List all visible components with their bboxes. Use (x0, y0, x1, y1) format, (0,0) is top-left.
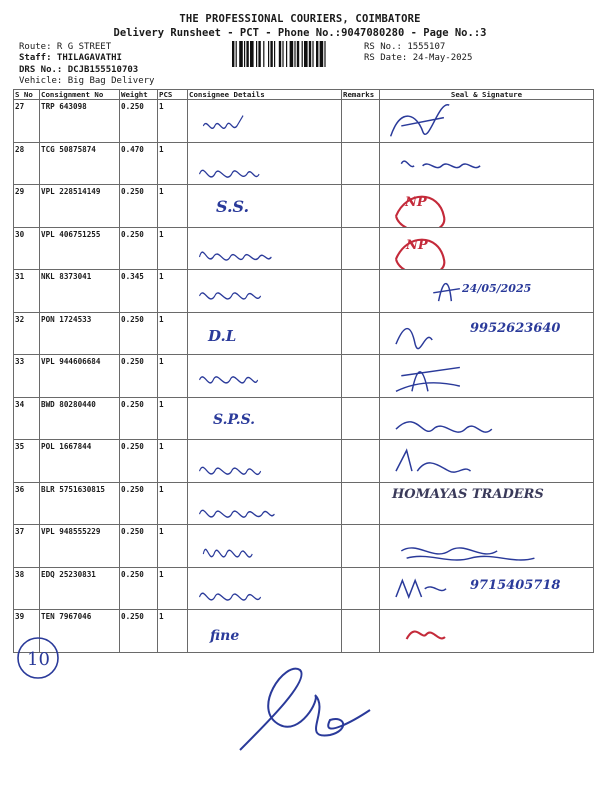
cell-consignee-handwriting (188, 312, 342, 355)
cell-sno: 33 (14, 355, 40, 398)
barcode-bar (270, 41, 272, 67)
cell-remarks (342, 142, 380, 185)
handwriting-scribble (380, 440, 593, 482)
np-stamp-29: NP (405, 195, 427, 210)
table-row (14, 525, 594, 568)
cell-remarks (342, 270, 380, 313)
cell-remarks (342, 185, 380, 228)
cell-consignment: NKL 8373041 (40, 270, 120, 313)
cell-consignee-handwriting (188, 355, 342, 398)
bottom-handwriting (0, 600, 600, 800)
company-title: THE PROFESSIONAL COURIERS, COIMBATORE (179, 13, 421, 25)
trader-stamp-36: HOMAYAS TRADERS (392, 486, 544, 502)
cell-consignee-handwriting (188, 100, 342, 143)
cell-remarks (342, 482, 380, 525)
barcode-bar (256, 41, 257, 67)
cell-pcs: 1 (158, 397, 188, 440)
barcode-bar (250, 41, 254, 67)
cell-consignment: VPL 944606684 (40, 355, 120, 398)
handwriting-scribble (188, 270, 341, 312)
cell-consignee-handwriting (188, 270, 342, 313)
barcode-bar (239, 41, 243, 67)
cell-signature (380, 185, 594, 228)
cell-sno: 30 (14, 227, 40, 270)
cell-signature (380, 525, 594, 568)
barcode-bar (320, 41, 324, 67)
cell-pcs: 1 (158, 567, 188, 610)
cell-sno: 29 (14, 185, 40, 228)
cell-sno: 28 (14, 142, 40, 185)
cell-signature (380, 227, 594, 270)
cell-sno: 27 (14, 100, 40, 143)
cell-signature (380, 142, 594, 185)
runsheet-title: Delivery Runsheet - PCT - Phone No.:9047080280 - Page No.:3 (113, 27, 487, 39)
col-consignee-header: Consignee Details (188, 90, 342, 100)
final-signature (240, 669, 370, 750)
table-row (14, 227, 594, 270)
cell-pcs: 1 (158, 100, 188, 143)
col-remarks-header: Remarks (342, 90, 380, 100)
cell-signature (380, 397, 594, 440)
cell-consignment: POL 1667844 (40, 440, 120, 483)
cell-consignment: TEN 7967046 (40, 610, 120, 653)
cell-consignment: TRP 643098 (40, 100, 120, 143)
total-circled-text: 10 (27, 649, 50, 670)
cell-consignment: VPL 948555229 (40, 525, 120, 568)
cell-weight: 0.250 (120, 227, 158, 270)
barcode-bar (324, 41, 325, 67)
handwriting-scribble (188, 228, 341, 270)
cell-consignee-handwriting (188, 525, 342, 568)
cell-consignment: BLR 5751630815 (40, 482, 120, 525)
cell-consignment: EDQ 25230831 (40, 567, 120, 610)
barcode-bar (232, 41, 234, 67)
handwriting-scribble (188, 440, 341, 482)
cell-sno: 35 (14, 440, 40, 483)
cell-signature (380, 482, 594, 525)
table-row (14, 270, 594, 313)
table-row (14, 482, 594, 525)
cell-pcs: 1 (158, 355, 188, 398)
cell-sno: 39 (14, 610, 40, 653)
cell-remarks (342, 227, 380, 270)
cell-sno: 31 (14, 270, 40, 313)
rs-number: RS No.: 1555107 (364, 42, 446, 52)
cell-consignee-handwriting (188, 482, 342, 525)
np-stamp-30: NP (406, 237, 428, 253)
barcode-bar (263, 41, 264, 67)
handwriting-scribble (380, 398, 593, 440)
col-sno-header: S No (14, 90, 40, 100)
cell-signature (380, 270, 594, 313)
handwriting-scribble (380, 143, 593, 185)
cell-sno: 36 (14, 482, 40, 525)
cell-signature (380, 355, 594, 398)
barcode-bar (244, 41, 245, 67)
cell-sno: 32 (14, 312, 40, 355)
cell-weight: 0.250 (120, 397, 158, 440)
cell-consignee-handwriting (188, 185, 342, 228)
cell-consignee-handwriting (188, 397, 342, 440)
cell-consignment: TCG 50875874 (40, 142, 120, 185)
cell-consignment: BWD 80280440 (40, 397, 120, 440)
cell-remarks (342, 312, 380, 355)
cell-weight: 0.250 (120, 567, 158, 610)
cell-signature (380, 440, 594, 483)
signature-date-31: 24/05/2025 (462, 282, 532, 295)
col-weight-header: Weight (120, 90, 158, 100)
cell-pcs: 1 (158, 525, 188, 568)
barcode-bar (279, 41, 281, 67)
cell-consignee-handwriting (188, 440, 342, 483)
cell-sno: 38 (14, 567, 40, 610)
cell-remarks (342, 397, 380, 440)
handwriting-scribble (188, 143, 341, 185)
handwriting-scribble (380, 100, 593, 142)
cell-remarks (342, 525, 380, 568)
cell-pcs: 1 (158, 312, 188, 355)
barcode (232, 41, 354, 67)
cell-weight: 0.250 (120, 482, 158, 525)
drs-label: DRS No.: DCJB155510703 (19, 65, 139, 75)
cell-pcs: 1 (158, 440, 188, 483)
barcode-bar (268, 41, 269, 67)
handwriting-scribble (188, 525, 341, 567)
cell-pcs: 1 (158, 482, 188, 525)
barcode-bar (236, 41, 237, 67)
table-row (14, 355, 594, 398)
rs-date: RS Date: 24-May-2025 (364, 53, 473, 63)
signature-phone-32: 9952623640 (470, 320, 561, 336)
cell-weight: 0.345 (120, 270, 158, 313)
cell-consignment: VPL 228514149 (40, 185, 120, 228)
barcode-bar (286, 41, 287, 67)
consignee-name-32: D.L (208, 326, 237, 345)
cell-weight: 0.250 (120, 312, 158, 355)
table-row (14, 185, 594, 228)
barcode-bar (309, 41, 311, 67)
table-row (14, 397, 594, 440)
cell-remarks (342, 100, 380, 143)
table-row (14, 440, 594, 483)
cell-pcs: 1 (158, 270, 188, 313)
cell-weight: 0.250 (120, 525, 158, 568)
cell-weight: 0.250 (120, 100, 158, 143)
handwriting-scribble (380, 355, 593, 397)
col-seal-header: Seal & Signature (380, 90, 594, 100)
barcode-bar (274, 41, 275, 67)
barcode-bar (312, 41, 313, 67)
staff-label: Staff: THILAGAVATHI (19, 53, 122, 63)
col-pcs-header: PCS (158, 90, 188, 100)
col-consignment-header: Consignment No (40, 90, 120, 100)
barcode-bar (316, 41, 318, 67)
handwriting-scribble (380, 525, 593, 567)
barcode-bar (258, 41, 260, 67)
cell-sno: 34 (14, 397, 40, 440)
consignee-name-29: S.S. (216, 197, 250, 216)
handwriting-scribble (188, 100, 341, 142)
cell-weight: 0.470 (120, 142, 158, 185)
table-header-row (14, 90, 594, 100)
runsheet-table (13, 89, 594, 653)
handwriting-scribble (188, 483, 341, 525)
handwriting-scribble (188, 355, 341, 397)
cell-signature (380, 100, 594, 143)
consignee-name-34: S.P.S. (213, 411, 256, 428)
cell-consignment: PON 1724533 (40, 312, 120, 355)
cell-consignee-handwriting (188, 227, 342, 270)
route-label: Route: R G STREET (19, 42, 112, 52)
barcode-bar (304, 41, 308, 67)
cell-pcs: 1 (158, 185, 188, 228)
table-row (14, 142, 594, 185)
cell-pcs: 1 (158, 610, 188, 653)
cell-weight: 0.250 (120, 440, 158, 483)
cell-signature (380, 312, 594, 355)
barcode-bar (246, 41, 248, 67)
cell-remarks (342, 440, 380, 483)
cell-remarks (342, 355, 380, 398)
vehicle-label: Vehicle: Big Bag Delivery (19, 76, 155, 86)
barcode-bar (294, 41, 295, 67)
table-row (14, 100, 594, 143)
cell-weight: 0.250 (120, 355, 158, 398)
cell-consignee-handwriting (188, 142, 342, 185)
barcode-bar (282, 41, 283, 67)
barcode-bar (290, 41, 294, 67)
cell-weight: 0.250 (120, 610, 158, 653)
cell-pcs: 1 (158, 227, 188, 270)
barcode-bar (302, 41, 303, 67)
cell-consignment: VPL 406751255 (40, 227, 120, 270)
signature-phone-38: 9715405718 (470, 577, 561, 593)
cell-pcs: 1 (158, 142, 188, 185)
cell-sno: 37 (14, 525, 40, 568)
table-row (14, 312, 594, 355)
barcode-bar (297, 41, 299, 67)
cell-weight: 0.250 (120, 185, 158, 228)
consignee-name-39: fine (210, 628, 240, 644)
